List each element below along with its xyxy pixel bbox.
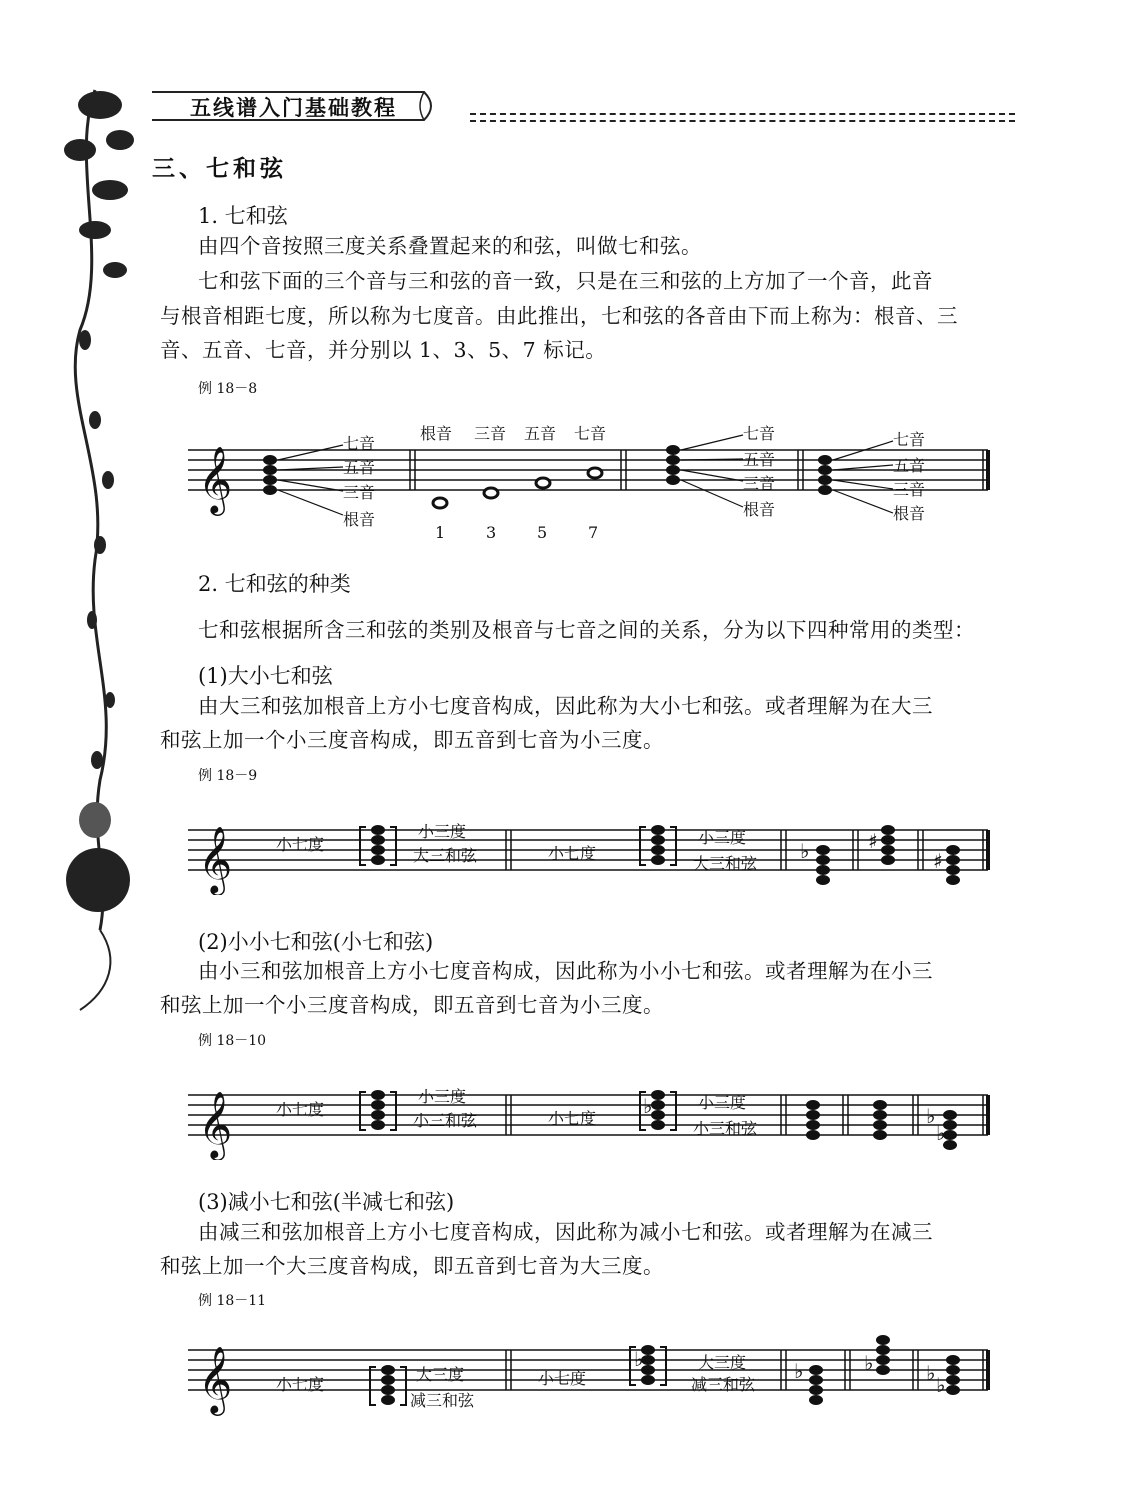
svg-text:♭: ♭ — [936, 1373, 946, 1397]
svg-text:♭: ♭ — [800, 839, 810, 863]
tone-number: 7 — [588, 523, 599, 542]
chord-tone-label: 五音 — [893, 456, 926, 475]
chord-tone-label: 七音 — [743, 424, 776, 443]
music-staff-example-18-10 — [188, 1080, 998, 1160]
chord-tone-label: 根音 — [893, 504, 926, 523]
treble-clef-icon: 𝄞 — [198, 1090, 233, 1158]
header-rule — [470, 120, 1015, 122]
treble-clef-icon: 𝄞 — [198, 825, 233, 893]
tone-name-label: 根音 — [420, 424, 453, 443]
treble-clef-icon: 𝄞 — [198, 1345, 233, 1413]
header-book-title: 五线谱入门基础教程 — [190, 95, 397, 120]
tone-name-label: 七音 — [574, 424, 607, 443]
chord-tone-label: 七音 — [343, 434, 376, 453]
upper-interval-label: 小三度 — [418, 822, 467, 841]
interval-label: 小七度 — [538, 1369, 587, 1388]
paragraph-line: 由减三和弦加根音上方小七度音构成，因此称为减小七和弦。或者理解为在减三 — [198, 1220, 933, 1244]
interval-label: 小七度 — [548, 844, 597, 863]
triad-label: 大三和弦 — [693, 854, 758, 873]
chord-tone-label: 三音 — [343, 483, 376, 502]
example-label: 例 18－9 — [198, 768, 258, 784]
section-title: 三、七和弦 — [152, 155, 287, 182]
tone-name-label: 三音 — [474, 424, 507, 443]
paragraph-line: 由大三和弦加根音上方小七度音构成，因此称为大小七和弦。或者理解为在大三 — [198, 694, 933, 718]
music-staff-example-18-8 — [188, 415, 998, 545]
tone-name-label: 五音 — [524, 424, 557, 443]
paragraph-line: 七和弦下面的三个音与三和弦的音一致，只是在三和弦的上方加了一个音，此音 — [198, 269, 933, 293]
part2-heading: 2. 七和弦的种类 — [198, 572, 351, 596]
interval-label: 小七度 — [276, 1100, 325, 1119]
svg-text:♭: ♭ — [864, 1351, 874, 1375]
triad-label: 减三和弦 — [410, 1391, 475, 1410]
paragraph-line: 七和弦根据所含三和弦的类别及根音与七音之间的关系，分为以下四种常用的类型： — [198, 618, 975, 642]
paragraph-line: 和弦上加一个大三度音构成，即五音到七音为大三度。 — [160, 1254, 664, 1278]
paragraph-line: 与根音相距七度，所以称为七度音。由此推出，七和弦的各音由下而上称为：根音、三 — [160, 304, 958, 328]
chord-tone-label: 根音 — [743, 500, 776, 519]
example-label: 例 18－11 — [198, 1293, 267, 1309]
upper-interval-label: 小三度 — [698, 1093, 747, 1112]
treble-clef-icon: 𝄞 — [198, 445, 233, 513]
svg-text:♭: ♭ — [643, 1094, 653, 1118]
svg-text:♭: ♭ — [926, 1104, 936, 1128]
music-staff-example-18-11 — [188, 1330, 998, 1430]
interval-label: 小七度 — [548, 1109, 597, 1128]
svg-text:♯: ♯ — [868, 829, 878, 853]
interval-label: 小七度 — [276, 1375, 325, 1394]
chord-tone-label: 根音 — [343, 510, 376, 529]
triad-label: 减三和弦 — [691, 1375, 756, 1394]
svg-text:♯: ♯ — [933, 849, 943, 873]
example-label: 例 18－10 — [198, 1033, 267, 1049]
part1-heading: 1. 七和弦 — [198, 204, 288, 228]
upper-interval-label: 小三度 — [418, 1087, 467, 1106]
type-heading: (2)小小七和弦(小七和弦) — [198, 930, 434, 954]
paragraph-line: 和弦上加一个小三度音构成，即五音到七音为小三度。 — [160, 993, 664, 1017]
triad-label: 大三和弦 — [413, 846, 478, 865]
paragraph-line: 和弦上加一个小三度音构成，即五音到七音为小三度。 — [160, 728, 664, 752]
chord-tone-label: 七音 — [893, 430, 926, 449]
chord-tone-label: 三音 — [893, 480, 926, 499]
type-heading: (1)大小七和弦 — [198, 664, 333, 688]
tone-number: 3 — [486, 523, 497, 542]
example-label: 例 18－8 — [198, 381, 258, 397]
upper-interval-label: 大三度 — [416, 1365, 465, 1384]
tone-number: 5 — [537, 523, 548, 542]
svg-text:♭: ♭ — [634, 1347, 644, 1371]
chord-tone-label: 五音 — [343, 458, 376, 477]
upper-interval-label: 小三度 — [698, 828, 747, 847]
paragraph-line: 音、五音、七音，并分别以 1、3、5、7 标记。 — [160, 338, 607, 362]
upper-interval-label: 大三度 — [698, 1353, 747, 1372]
paragraph-line: 由四个音按照三度关系叠置起来的和弦，叫做七和弦。 — [198, 234, 702, 258]
svg-text:♭: ♭ — [936, 1121, 946, 1145]
triad-label: 小三和弦 — [693, 1119, 758, 1138]
music-staff-example-18-9 — [188, 815, 998, 895]
triad-label: 小三和弦 — [413, 1111, 478, 1130]
header-rule — [470, 113, 1015, 115]
decorative-vine-illustration — [0, 0, 160, 1030]
svg-text:♭: ♭ — [794, 1359, 804, 1383]
type-heading: (3)减小七和弦(半减七和弦) — [198, 1190, 455, 1214]
svg-text:♭: ♭ — [926, 1361, 936, 1385]
interval-label: 小七度 — [276, 835, 325, 854]
chord-tone-label: 五音 — [743, 450, 776, 469]
tone-number: 1 — [435, 523, 446, 542]
paragraph-line: 由小三和弦加根音上方小七度音构成，因此称为小小七和弦。或者理解为在小三 — [198, 959, 933, 983]
chord-tone-label: 三音 — [743, 474, 776, 493]
